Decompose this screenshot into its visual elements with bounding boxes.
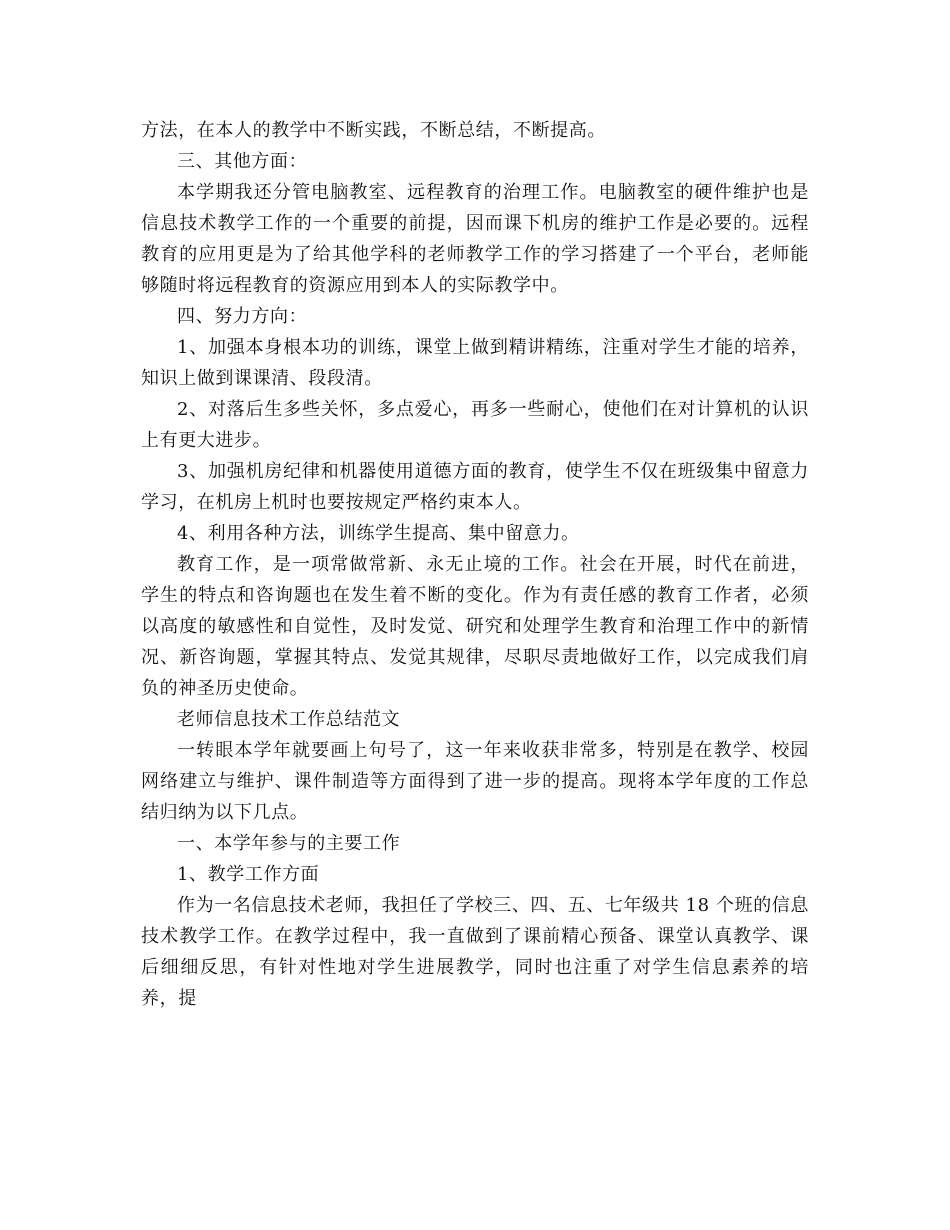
section-heading: 四、努力方向： (177, 306, 308, 327)
document-body (141, 115, 809, 1014)
list-item: 1、加强本身根本功的训练，课堂上做到精讲精练，注重对学生才能的培养，知识上做到课课清、段段清。 (141, 337, 809, 389)
list-item: 3、加强机房纪律和机器使用道德方面的教育，使学生不仅在班级集中留意力学习，在机房上机时也要按规定严格约束本人。 (141, 461, 809, 513)
paragraph: 方法，在本人的教学中不断实践，不断总结，不断提高。 (141, 120, 606, 141)
paragraph: 作为一名信息技术老师，我担任了学校三、四、五、七年级共 18 个班的信息技术教学工作。在教学过程中，我一直做到了课前精心预备、课堂认真教学、课后细细反思，有针对性地对学生进展教学，同时也注重了对学生信息素养的培养，提 (141, 895, 809, 1009)
paragraph: 本学期我还分管电脑教室、远程教育的治理工作。电脑教室的硬件维护也是信息技术教学工作的一个重要的前提，因而课下机房的维护工作是必要的。远程教育的应用更是为了给其他学科的老师教学工作的学习搭建了一个平台，老师能够随时将远程教育的资源应用到本人的实际教学中。 (141, 182, 809, 296)
section-heading: 三、其他方面： (177, 151, 308, 172)
paragraph: 教育工作，是一项常做常新、永无止境的工作。社会在开展，时代在前进，学生的特点和咨询题也在发生着不断的变化。作为有责任感的教育工作者，必须以高度的敏感性和自觉性，及时发觉、研究和处理学生教育和治理工作中的新情况、新咨询题，掌握其特点、发觉其规律，尽职尽责地做好工作，以完成我们肩负的神圣历史使命。 (141, 554, 809, 699)
list-item: 2、对落后生多些关怀，多点爱心，再多一些耐心，使他们在对计算机的认识上有更大进步。 (141, 399, 809, 451)
paragraph: 一转眼本学年就要画上句号了，这一年来收获非常多，特别是在教学、校园网络建立与维护、课件制造等方面得到了进一步的提高。现将本学年度的工作总结归纳为以下几点。 (141, 740, 809, 823)
subsection-heading: 1、教学工作方面 (177, 864, 320, 885)
document-title: 老师信息技术工作总结范文 (177, 709, 401, 730)
section-heading: 一、本学年参与的主要工作 (177, 833, 401, 854)
list-item: 4、利用各种方法，训练学生提高、集中留意力。 (177, 523, 580, 544)
